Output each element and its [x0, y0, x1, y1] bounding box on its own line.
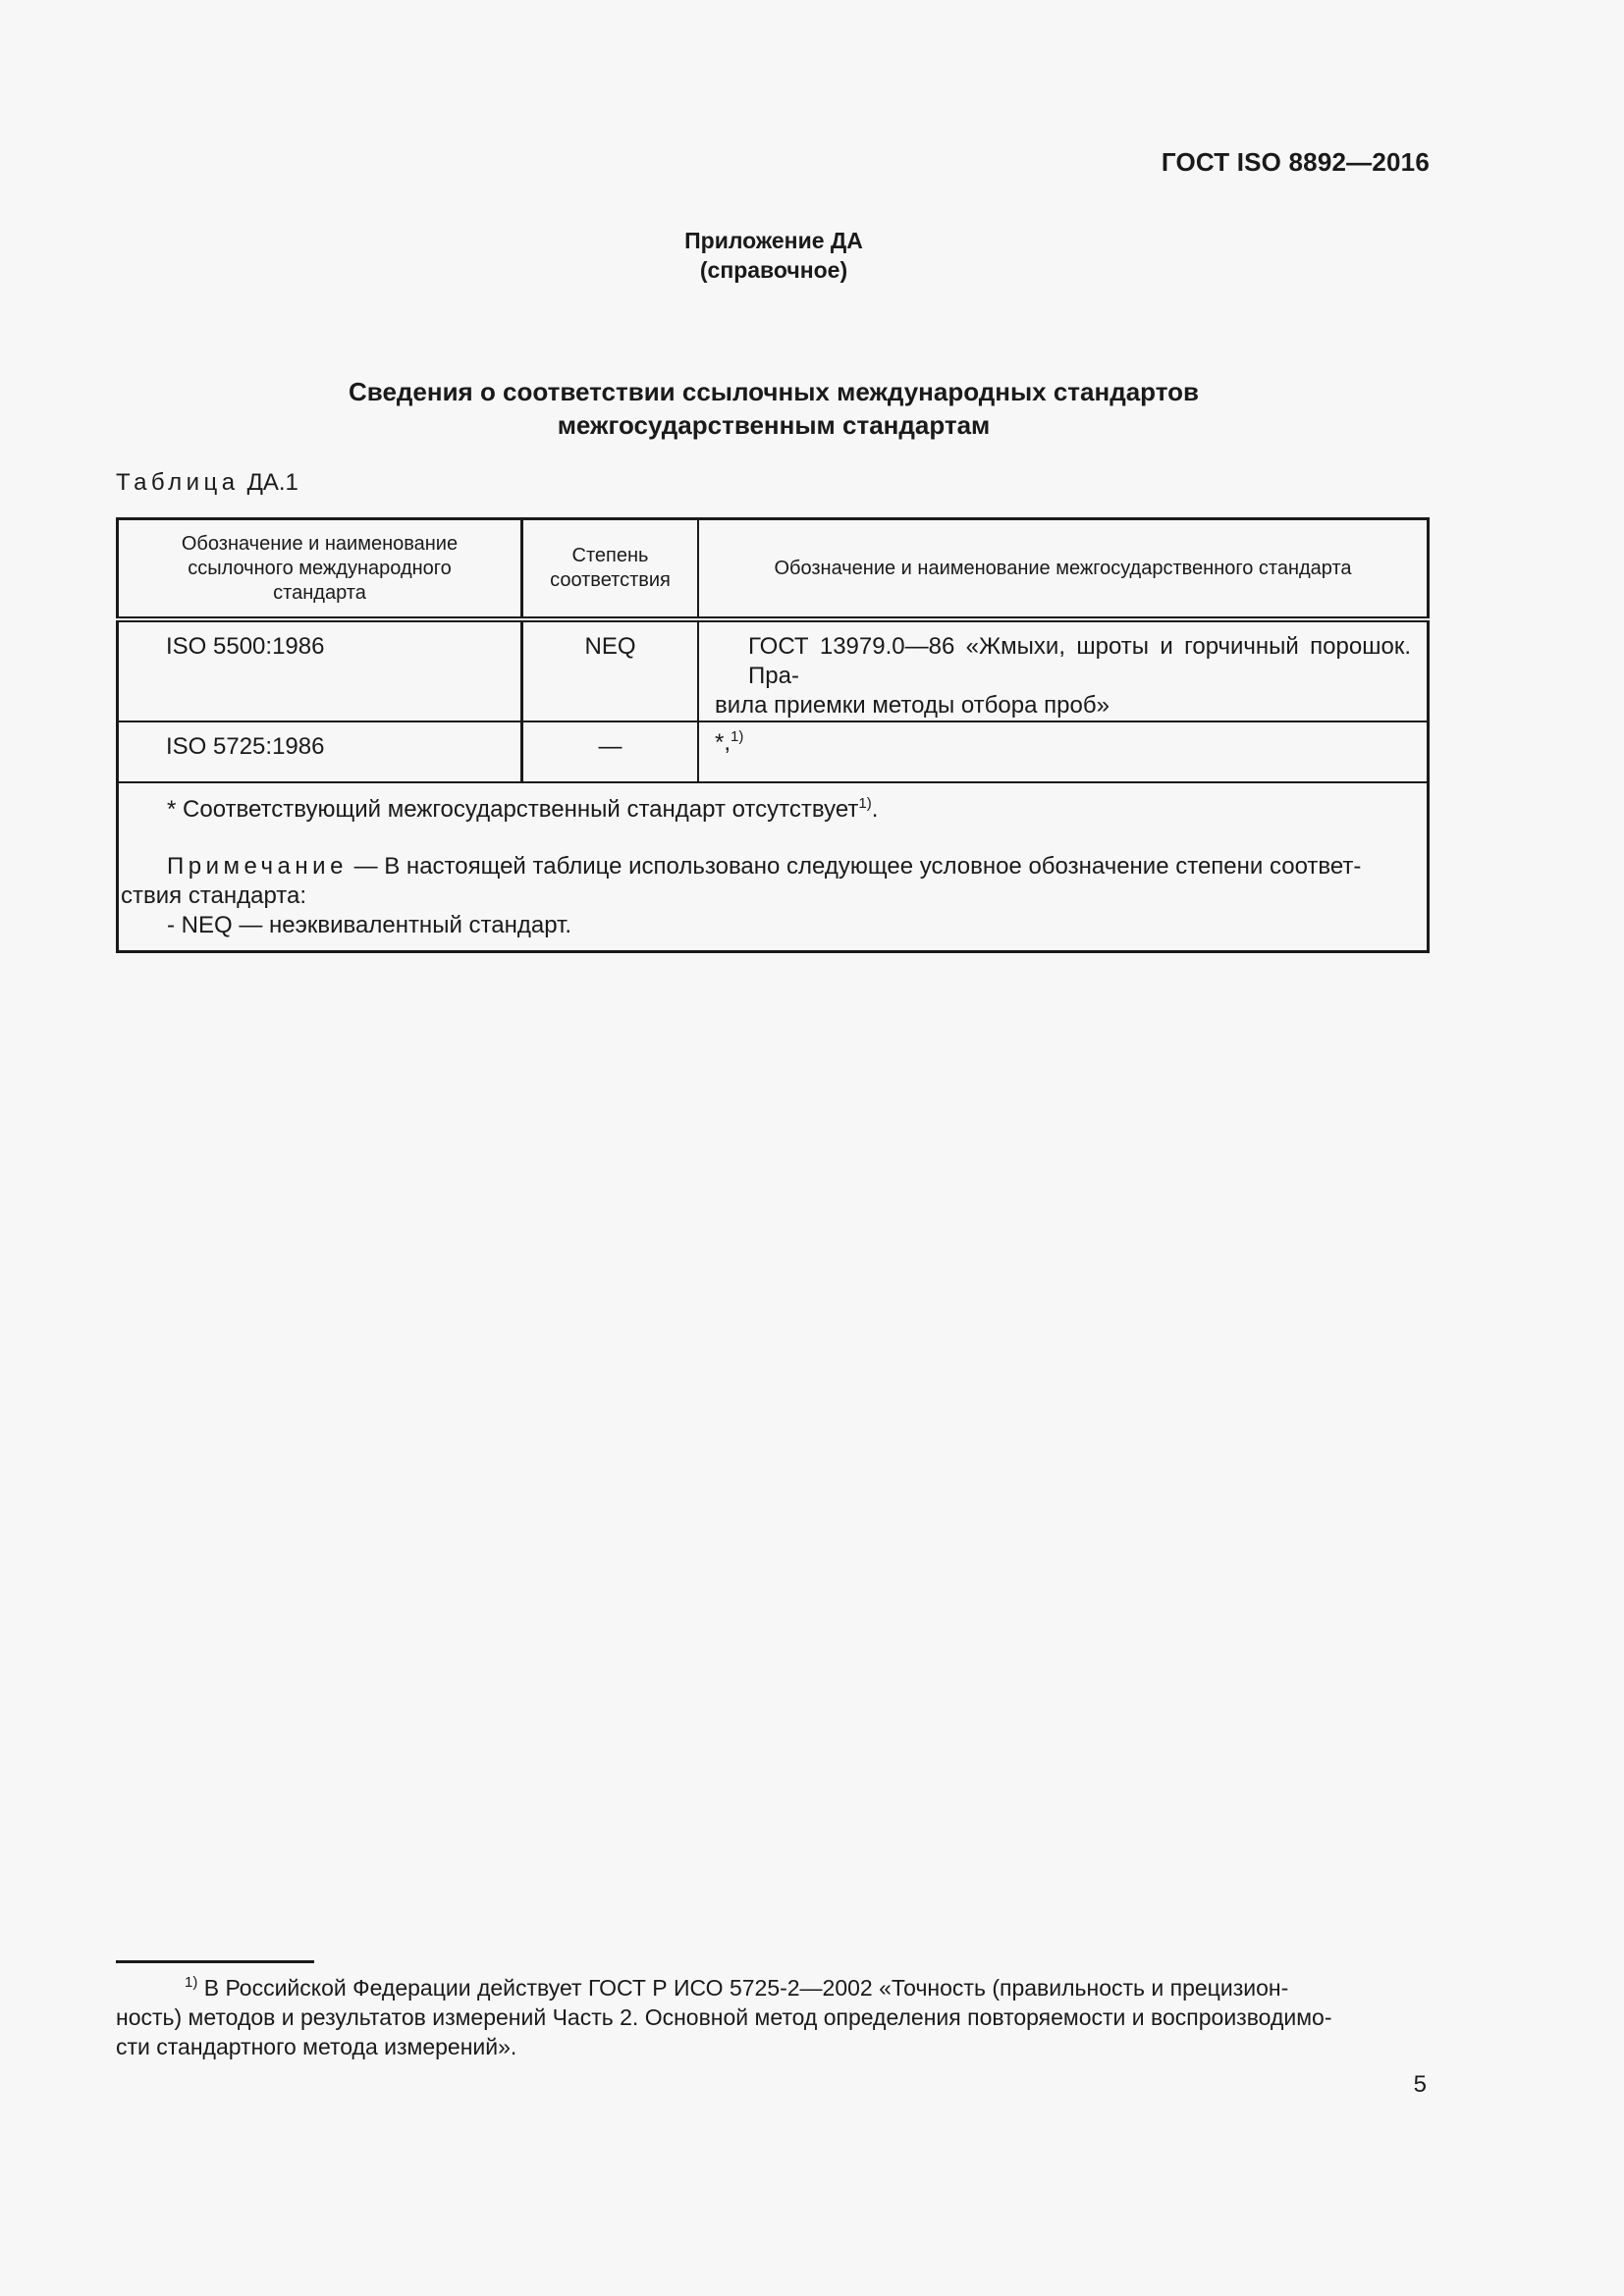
cell-text-line: вила приемки методы отбора проб»: [715, 692, 1110, 719]
header-line: Обозначение и наименование межгосударственного стандарта: [774, 557, 1352, 579]
table-row: [118, 619, 1429, 721]
cell-international-standard: ISO 5725:1986: [118, 721, 522, 782]
asterisk-note-end: .: [871, 796, 879, 823]
table-notes-row: [118, 782, 1429, 952]
correspondence-table: [116, 517, 1430, 953]
note-text: — В настоящей таблице использовано следующее условное обозначение степени соответ-: [347, 853, 1362, 880]
header-line: ссылочного международного: [188, 557, 452, 579]
note-word: Примечание: [167, 853, 348, 880]
footnote-marker: 1): [185, 1974, 198, 1991]
cell-degree: NEQ: [522, 619, 699, 721]
table-header-row: [118, 519, 1429, 620]
footnote-separator: [116, 1960, 314, 1963]
abbreviation-legend: - NEQ — неэквивалентный стандарт.: [167, 912, 572, 938]
table-note: [121, 852, 1411, 881]
section-title: [0, 375, 1547, 442]
table-row: [118, 721, 1429, 782]
footnote: [116, 1973, 1430, 2061]
section-title-line-1: Сведения о соответствии ссылочных международных стандартов: [349, 377, 1199, 406]
header-degree: [522, 519, 699, 620]
footnote-ref: 1): [858, 795, 872, 812]
appendix-heading: [0, 226, 1547, 285]
asterisk-note: [121, 795, 1411, 825]
asterisk-note-text: * Соответствующий межгосударственный стандарт отсутствует: [167, 796, 859, 823]
footnote-line: [116, 1973, 1430, 2002]
header-line: Степень: [571, 545, 649, 566]
header-line: Обозначение и наименование: [181, 532, 459, 555]
footnote-ref: 1): [731, 728, 744, 745]
document-code: ГОСТ ISO 8892—2016: [1161, 147, 1430, 177]
footnote-text: В Российской Федерации действует ГОСТ Р ИСО 5725-2—2002 «Точность (правильность и прецизион-: [197, 1975, 1289, 2001]
table-notes: [118, 782, 1429, 952]
cell-interstate-standard: [698, 721, 1429, 782]
note-text-continued: ствия стандарта:: [121, 882, 307, 909]
table-label-word: Таблица: [116, 469, 240, 496]
table-label: [116, 469, 298, 497]
page-number: 5: [1413, 2071, 1427, 2098]
appendix-subtitle: (справочное): [699, 257, 848, 283]
cell-degree: —: [522, 721, 699, 782]
header-international-standard: [118, 519, 522, 620]
footnote-line: ность) методов и результатов измерений Часть 2. Основной метод определения повторяемости и воспроизводимо-: [116, 2004, 1332, 2030]
cell-text-line: ГОСТ 13979.0—86 «Жмыхи, шроты и горчичный порошок. Пра-: [748, 633, 1411, 689]
section-title-line-2: межгосударственным стандартам: [557, 410, 991, 440]
cell-interstate-standard: [698, 619, 1429, 721]
cell-international-standard: ISO 5500:1986: [118, 619, 522, 721]
appendix-title: Приложение ДА: [684, 228, 863, 253]
footnote-line: сти стандартного метода измерений».: [116, 2034, 517, 2059]
header-interstate-standard: [698, 519, 1429, 620]
header-line: соответствия: [550, 569, 671, 591]
table-label-number: ДА.1: [246, 469, 298, 496]
header-line: стандарта: [273, 581, 366, 604]
no-standard-mark: *,: [715, 729, 731, 756]
